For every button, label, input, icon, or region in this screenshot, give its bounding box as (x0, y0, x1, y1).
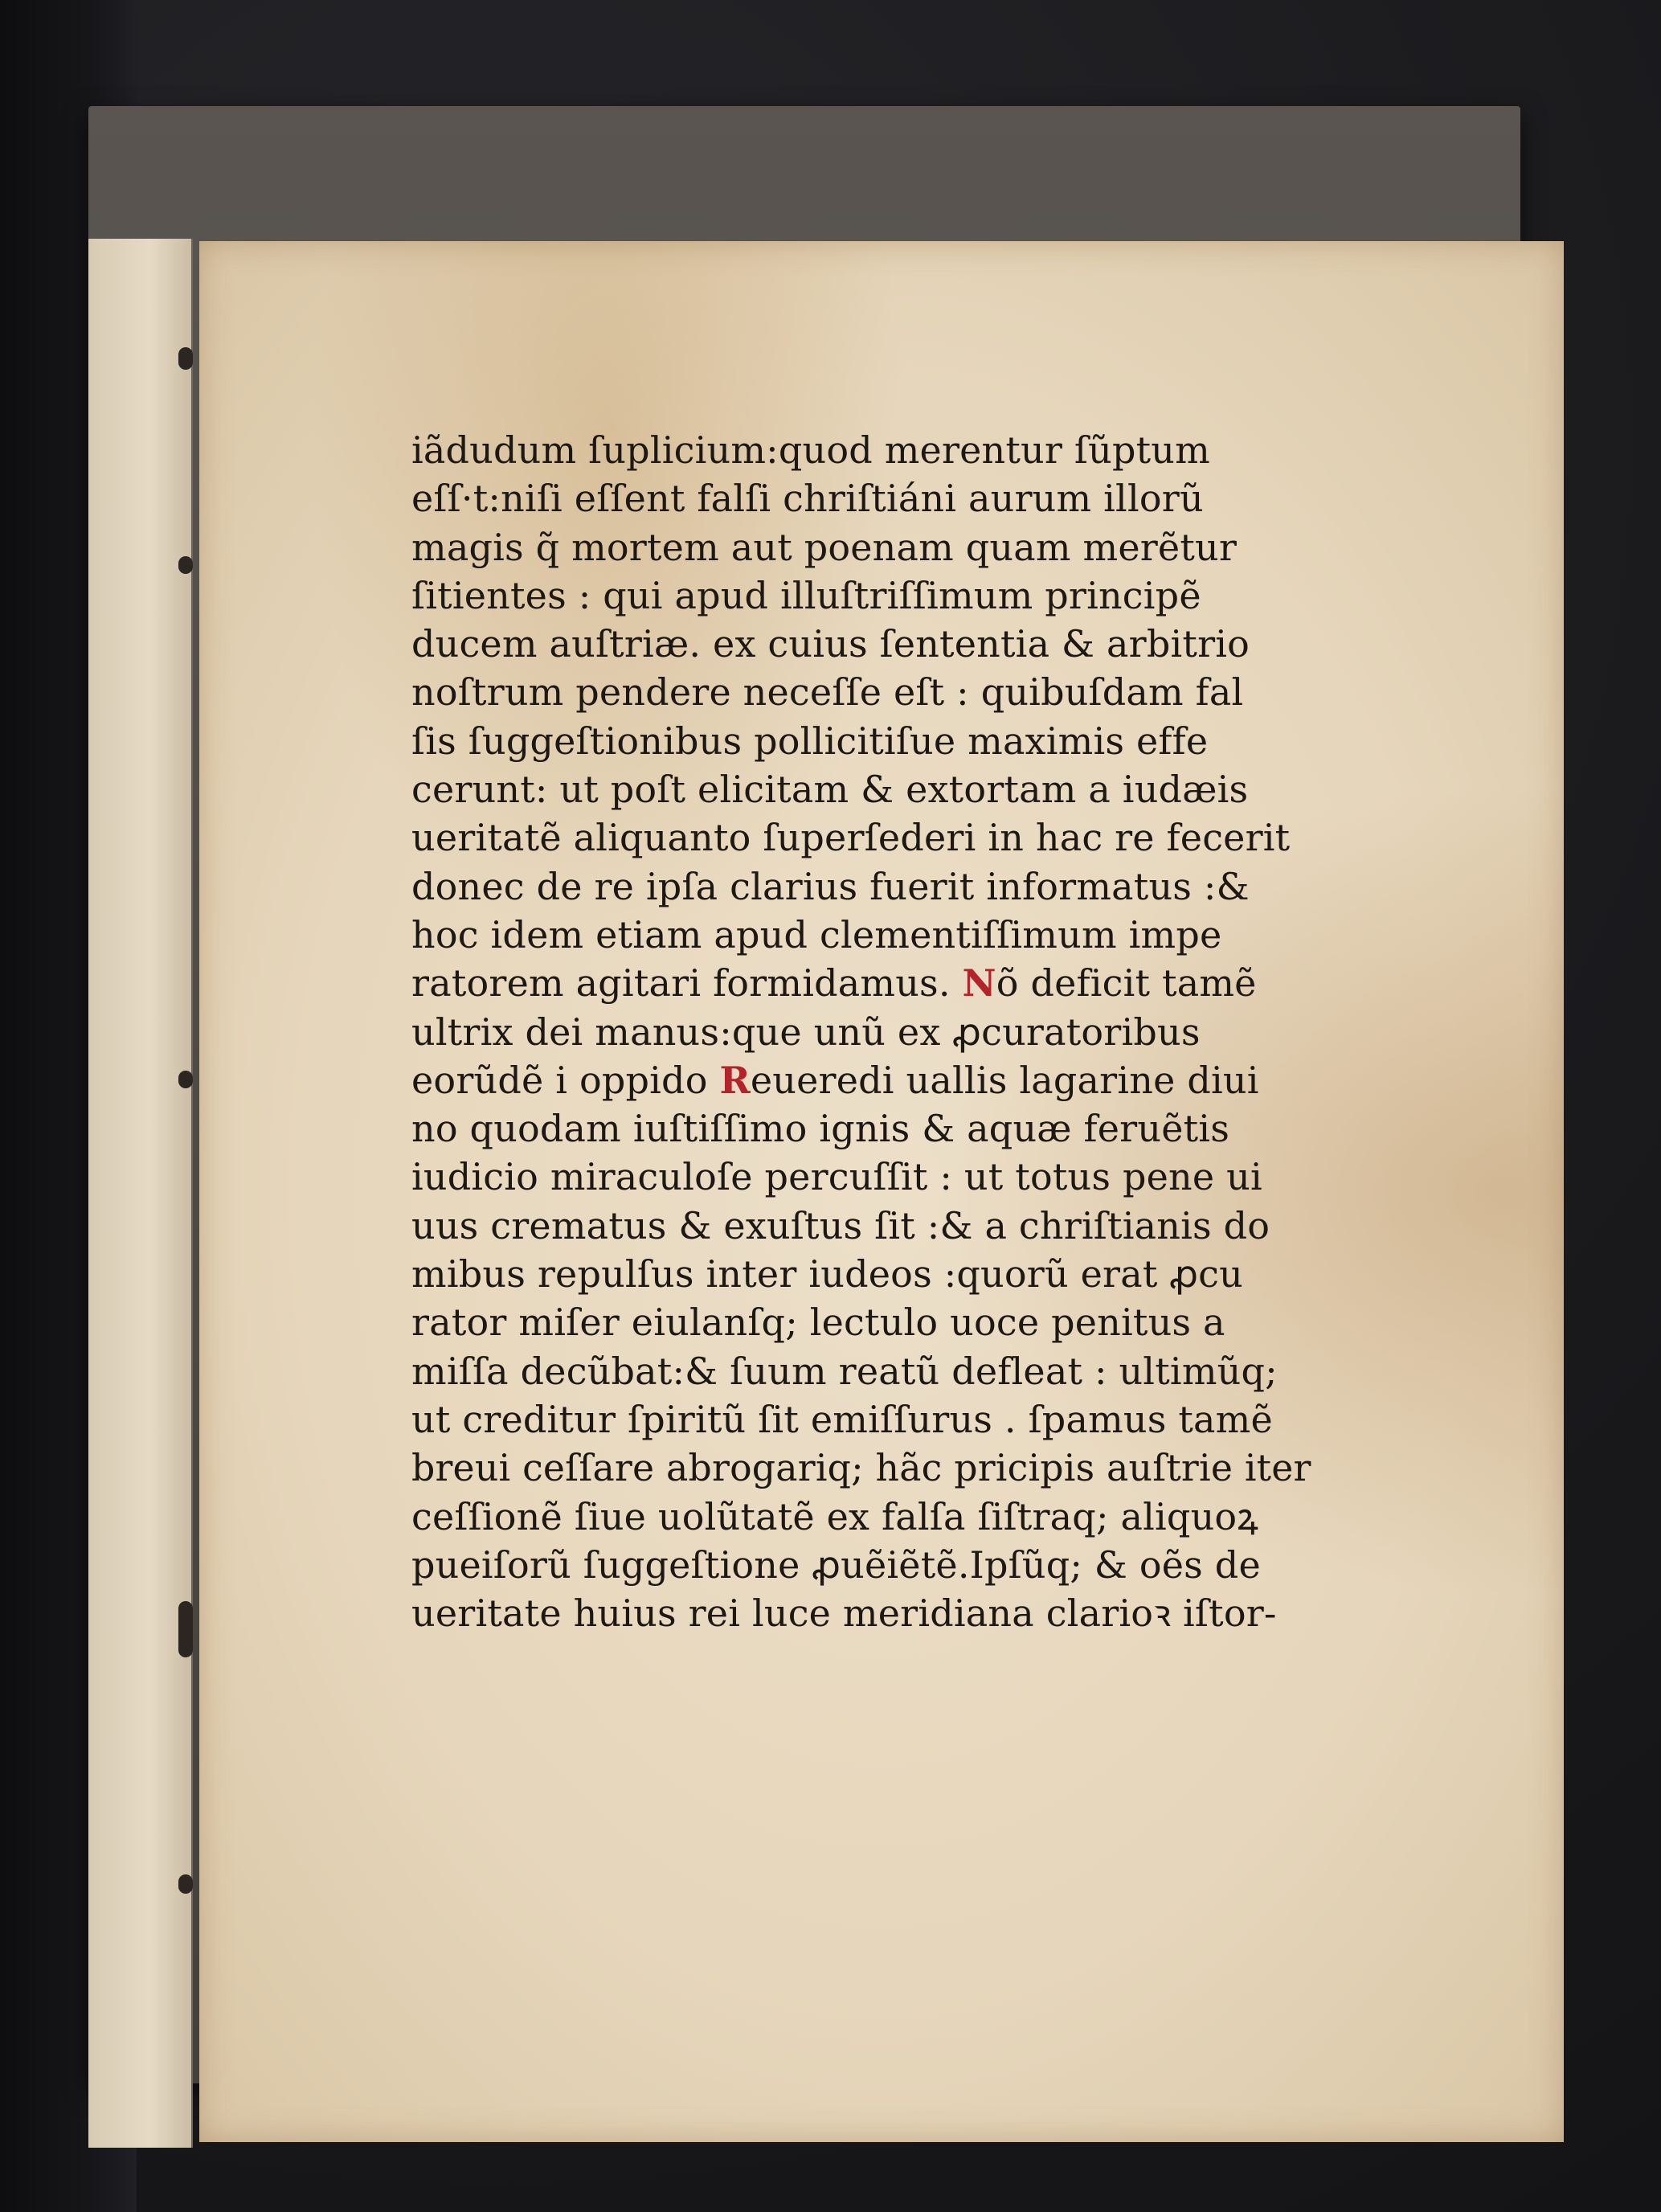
text-line: ultrix dei manus:que unũ ex ꝓcuratoribus (411, 1010, 1201, 1054)
text-line: magis q̃ mortem aut poenam quam merẽtur (411, 525, 1238, 569)
text-line: cerunt: ut poſt elicitam & extortam a iudæis (411, 768, 1249, 812)
printed-text-block (411, 426, 1311, 1637)
binding-stitch (178, 1601, 193, 1657)
text-line: rator miſer eiulanſq; lectulo uoce penitus a (411, 1301, 1225, 1345)
text-line: ueritate huius rei luce meridiana clarioꝛ iſtor- (411, 1591, 1277, 1636)
text-line (411, 959, 1311, 1007)
text-line: breui ceſſare abrogariq; hãc pricipis auſtrie iter (411, 1446, 1311, 1490)
text-line-segment: õ deficit tamẽ (996, 961, 1257, 1006)
text-line: ſitientes : qui apud illuſtriſſimum principẽ (411, 573, 1201, 617)
text-line: noſtrum pendere neceſſe eſt : quibuſdam fal (411, 670, 1244, 715)
text-line (411, 1056, 1311, 1104)
text-line: ceſſionẽ ſiue uolũtatẽ ex falſa ſiſtraq; aliquoꝝ (411, 1494, 1259, 1538)
text-line: miſſa decũbat:& ſuum reatũ defleat : ultimũq; (411, 1349, 1278, 1393)
text-line: ueritatẽ aliquanto ſuperſederi in hac re fecerit (411, 816, 1291, 860)
facing-page-edge (88, 239, 193, 2148)
text-line: ut creditur ſpiritũ ſit emiſſurus . ſpamus tamẽ (411, 1397, 1273, 1441)
text-line: ducem auſtriæ. ex cuius ſententia & arbitrio (411, 622, 1250, 666)
text-line: uus crematus & exuſtus ſit :& a chriſtianis do (411, 1203, 1270, 1247)
binding-stitch (178, 1874, 193, 1894)
text-line: iãdudum ſuplicium:quod merentur ſũptum (411, 428, 1210, 472)
rubricated-initial: N (962, 961, 996, 1006)
binding-stitch (178, 556, 193, 574)
rubricated-initial: R (719, 1058, 751, 1102)
text-line: pueiſorũ ſuggeſtione ꝓuẽiẽtẽ.Ipſũq; & oẽs de (411, 1542, 1261, 1587)
text-line: ſis ſuggeſtionibus pollicitiſue maximis effe (411, 719, 1209, 763)
binding-stitch (178, 1071, 193, 1088)
binding-stitch (178, 347, 193, 370)
text-line: eſſ·t:niſi eſſent falſi chriſtiáni aurum illorũ (411, 477, 1204, 521)
manuscript-page (199, 241, 1564, 2142)
text-line: mibus repulſus inter iudeos :quorũ erat ꝓcu (411, 1252, 1243, 1296)
text-line: hoc idem etiam apud clementiſſimum impe (411, 912, 1222, 956)
text-line: iudicio miraculoſe percuſſit : ut totus pene ui (411, 1155, 1262, 1199)
text-line-segment: eueredi uallis lagarine diui (750, 1058, 1259, 1102)
text-line: donec de re ipſa clarius fuerit informatus :& (411, 864, 1250, 908)
text-line: no quodam iuſtiſſimo ignis & aquæ feruẽtis (411, 1107, 1230, 1151)
book-board (88, 106, 1520, 2083)
text-line-segment: ratorem agitari formidamus. (411, 961, 951, 1006)
text-line-segment: eorũdẽ i oppido (411, 1058, 708, 1102)
